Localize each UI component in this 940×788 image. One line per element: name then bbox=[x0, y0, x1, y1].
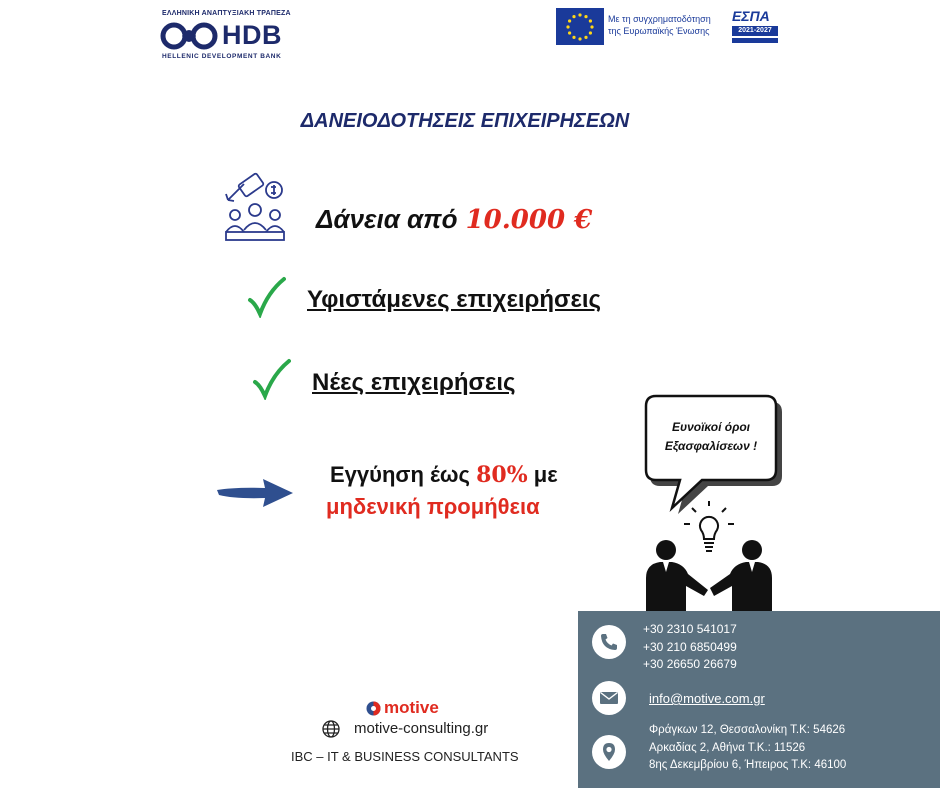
address-line: Αρκαδίας 2, Αθήνα Τ.Κ.: 11526 bbox=[649, 741, 806, 754]
phone-icon bbox=[592, 625, 626, 659]
espa-wordmark: ΕΣΠΑ bbox=[732, 8, 770, 24]
check-icon bbox=[251, 358, 291, 400]
bullet-new-businesses: Νέες επιχειρήσεις bbox=[312, 369, 516, 396]
guarantee-suffix: με bbox=[533, 462, 558, 487]
globe-icon bbox=[321, 719, 341, 739]
hdb-mark-icon bbox=[160, 21, 220, 51]
guarantee-percent: 80% bbox=[476, 462, 528, 488]
guarantee-prefix: Εγγύηση έως bbox=[330, 462, 470, 487]
espa-years: 2021-2027 bbox=[732, 26, 778, 36]
bullet-existing-businesses: Υφιστάμενες επιχειρήσεις bbox=[307, 286, 602, 313]
loans-line bbox=[316, 204, 592, 235]
speech-bubble-text bbox=[648, 418, 774, 456]
hdb-top-text: ΕΛΛΗΝΙΚΗ ΑΝΑΠΤΥΞΙΑΚΗ ΤΡΑΠΕΖΑ bbox=[162, 10, 291, 17]
addresses bbox=[649, 722, 846, 775]
email-link[interactable]: info@motive.com.gr bbox=[649, 691, 765, 706]
phone-number[interactable]: +30 210 6850499 bbox=[643, 639, 737, 654]
guarantee-zero-fee: μηδενική προμήθεια bbox=[326, 494, 540, 519]
guarantee-line bbox=[330, 462, 558, 488]
business-loan-icon bbox=[222, 172, 288, 244]
handshake-businessmen-icon bbox=[638, 500, 780, 612]
eu-text-line1: Με τη συγχρηματοδότηση bbox=[608, 14, 711, 24]
location-pin-icon bbox=[592, 735, 626, 769]
motive-logo bbox=[366, 698, 439, 716]
website-link[interactable]: motive-consulting.gr bbox=[354, 720, 489, 737]
motive-logo-icon bbox=[366, 701, 381, 716]
eu-cofunding-logo bbox=[556, 8, 780, 46]
company-tagline: IBC – IT & BUSINESS CONSULTANTS bbox=[291, 749, 519, 764]
contact-panel bbox=[578, 611, 940, 788]
phone-numbers bbox=[643, 621, 737, 674]
motive-wordmark: motive bbox=[384, 698, 439, 717]
hdb-logo bbox=[160, 10, 290, 62]
bubble-line2: Εξασφαλίσεων ! bbox=[664, 439, 758, 453]
address-line: Φράγκων 12, Θεσσαλονίκη Τ.Κ: 54626 bbox=[649, 724, 846, 736]
page-title: ΔΑΝΕΙΟΔΟΤΗΣΕΙΣ ΕΠΙΧΕΙΡΗΣΕΩΝ bbox=[300, 110, 630, 132]
loans-label: Δάνεια από bbox=[316, 204, 458, 234]
hdb-bottom-text: HELLENIC DEVELOPMENT BANK bbox=[162, 53, 282, 60]
phone-number[interactable]: +30 2310 541017 bbox=[643, 622, 737, 636]
eu-cofunding-text bbox=[608, 13, 711, 37]
eu-flag-icon bbox=[556, 8, 604, 45]
eu-text-line2: της Ευρωπαϊκής Ένωσης bbox=[608, 26, 710, 36]
loans-amount: 10.000 € bbox=[465, 205, 593, 235]
espa-logo bbox=[728, 8, 780, 45]
bubble-line1: Ευνοϊκοί όροι bbox=[671, 420, 751, 434]
espa-bar bbox=[732, 38, 778, 43]
arrow-right-icon bbox=[215, 476, 295, 510]
phone-number[interactable]: +30 26650 26679 bbox=[643, 657, 737, 671]
address-line: 8ης Δεκεμβρίου 6, Ήπειρος Τ.Κ: 46100 bbox=[649, 759, 847, 771]
mail-icon bbox=[592, 681, 626, 715]
check-icon bbox=[246, 276, 286, 318]
hdb-wordmark: HDB bbox=[222, 20, 282, 50]
